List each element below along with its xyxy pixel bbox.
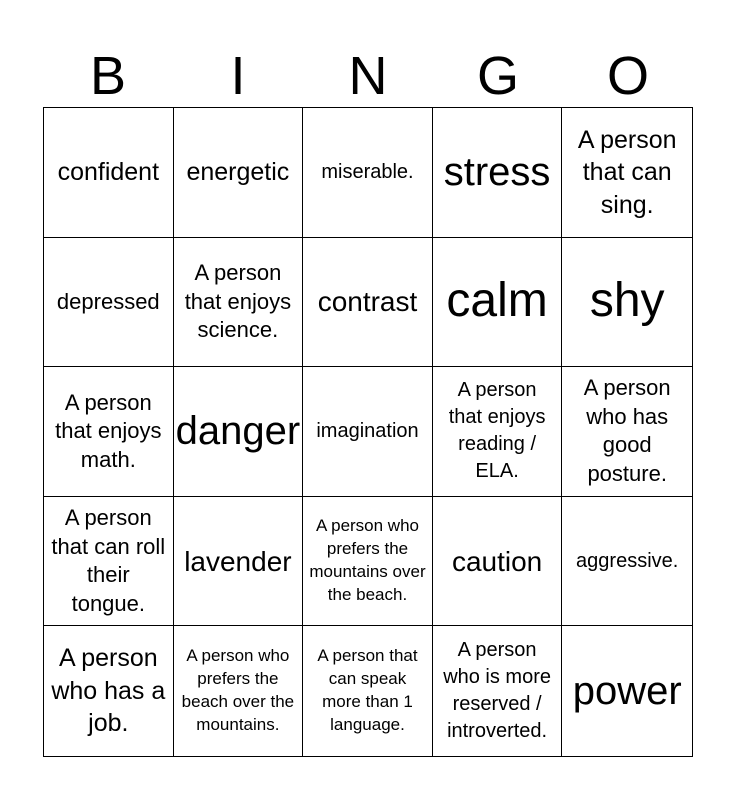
cell-text: A person that can roll their tongue. (51, 504, 166, 616)
bingo-header (43, 44, 693, 108)
bingo-cell[interactable] (174, 238, 304, 368)
header-letter-b: B (89, 46, 127, 106)
bingo-cell[interactable] (303, 367, 433, 497)
cell-text: confident (57, 158, 160, 187)
cell-text: contrast (317, 286, 418, 318)
cell-text: depressed (56, 288, 160, 314)
bingo-cell[interactable] (303, 238, 433, 368)
cell-text: A person that enjoys science. (184, 260, 292, 343)
cell-text: A person that enjoys math. (55, 389, 162, 472)
cell-text: A person who has a job. (51, 644, 166, 738)
bingo-cell[interactable] (174, 108, 304, 238)
cell-text: danger (175, 409, 301, 454)
cell-text: stress (443, 150, 551, 195)
bingo-cell[interactable] (562, 497, 692, 627)
header-letter-o: O (606, 46, 649, 106)
bingo-board (43, 107, 693, 757)
bingo-cell[interactable] (174, 626, 304, 756)
cell-text: A person who is more reserved / introverted. (443, 639, 551, 743)
header-letter-i: I (230, 46, 246, 106)
bingo-cell[interactable] (433, 497, 563, 627)
cell-text: A person who prefers the mountains over the beach. (309, 516, 426, 605)
bingo-cell[interactable] (44, 626, 174, 756)
cell-text: energetic (186, 158, 290, 187)
cell-text: lavender (184, 545, 292, 577)
bingo-cell[interactable] (433, 108, 563, 238)
header-letter-g: G (476, 46, 519, 106)
bingo-cell[interactable] (433, 238, 563, 368)
bingo-cell[interactable] (44, 367, 174, 497)
cell-text: A person that can speak more than 1 language. (317, 646, 418, 735)
cell-text: shy (589, 274, 665, 328)
cell-text: aggressive. (576, 549, 679, 572)
bingo-cell[interactable] (303, 626, 433, 756)
bingo-cell[interactable] (433, 626, 563, 756)
bingo-cell[interactable] (303, 108, 433, 238)
cell-text: imagination (316, 419, 419, 442)
bingo-cell[interactable] (44, 238, 174, 368)
cell-text: A person who prefers the beach over the mountains. (181, 646, 295, 735)
cell-text: A person who has good posture. (583, 375, 671, 487)
bingo-cell[interactable] (433, 367, 563, 497)
bingo-cell[interactable] (303, 497, 433, 627)
bingo-cell[interactable] (562, 626, 692, 756)
bingo-cell[interactable] (562, 108, 692, 238)
bingo-cell[interactable] (44, 108, 174, 238)
header-letter-n: N (348, 46, 388, 106)
bingo-cell[interactable] (174, 497, 304, 627)
cell-text: power (572, 669, 682, 714)
bingo-cell[interactable] (44, 497, 174, 627)
cell-text: calm (446, 274, 548, 328)
cell-text: A person that can sing. (577, 125, 677, 219)
cell-text: caution (451, 545, 543, 577)
bingo-cell[interactable] (562, 238, 692, 368)
bingo-cell[interactable] (562, 367, 692, 497)
bingo-cell[interactable] (174, 367, 304, 497)
cell-text: A person that enjoys reading / ELA. (448, 379, 546, 483)
cell-text: miserable. (321, 160, 414, 183)
